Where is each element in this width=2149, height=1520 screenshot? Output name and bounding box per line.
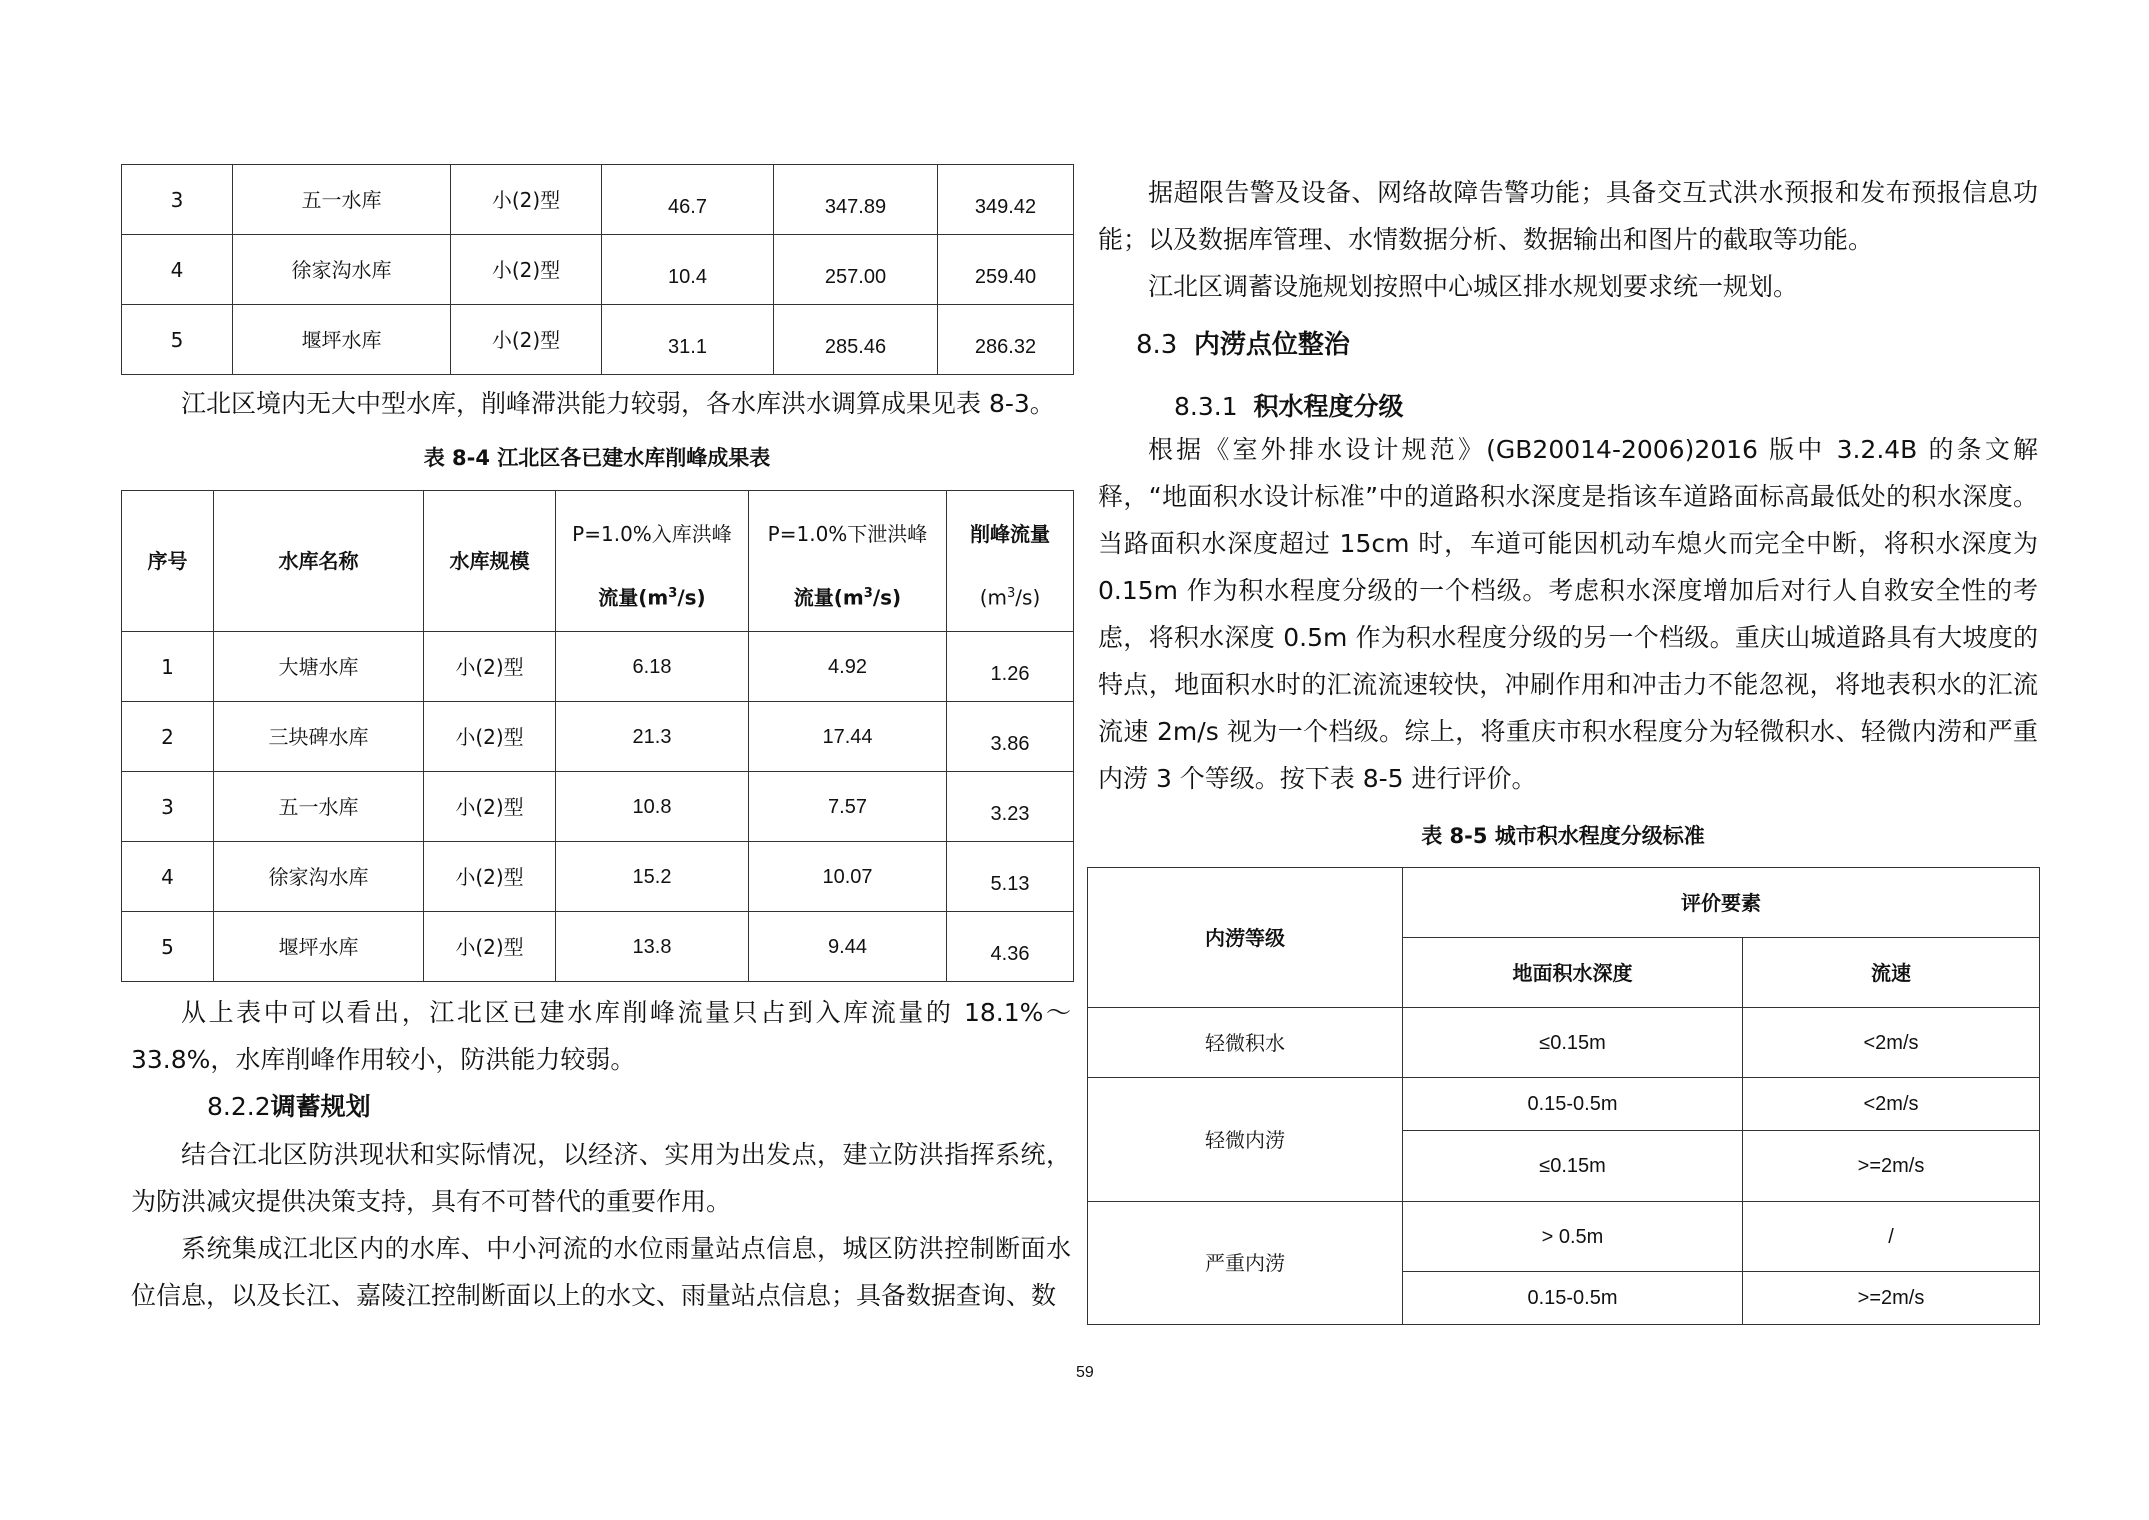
cell-depth: > 0.5m — [1403, 1202, 1743, 1272]
cell-grade: 轻微内涝 — [1088, 1078, 1403, 1202]
header-name: 水库名称 — [214, 491, 424, 632]
table-row — [122, 912, 1074, 982]
cell-speed: <2m/s — [1743, 1078, 2040, 1131]
cell-value: 46.7 — [602, 165, 774, 235]
paragraph: 根据《室外排水设计规范》(GB20014-2006)2016 版中 3.2.4B 的条文解释，“地面积水设计标准”中的道路积水深度是指该车道路面标高最低处的积水深度。当路面积水深度超过 15cm 时，车道可能因机动车熄火而完全中断，将积水深度为 0.15m 作为积水程度分级的一个档级。考虑积水深度增加后对行人自救安全性的考虑，将积水深度 0.5m 作为积水程度分级的另一个档级。重庆山城道路具有大坡度的特点，地面积水时的汇流流速较快，冲刷作用和冲击力不能忽视，将地表积水的汇流流速 2m/s 视为一个档级。综上，将重庆市积水程度分为轻微积水、轻微内涝和严重内涝 3 个等级。按下表 8-5 进行评价。 — [1098, 435, 2038, 793]
table-row — [1088, 1202, 2040, 1272]
paragraph: 江北区调蓄设施规划按照中心城区排水规划要求统一规划。 — [1148, 272, 1799, 301]
heading-title: 积水程度分级 — [1253, 392, 1404, 421]
header-no: 序号 — [122, 491, 214, 632]
header-outflow: P=1.0%下泄洪峰 流量$(m^3/s)$ — [749, 491, 947, 632]
cell-scale: 小(2)型 — [451, 235, 602, 305]
header-speed: 流速 — [1743, 938, 2040, 1008]
cell-inflow: 13.8 — [556, 912, 749, 982]
table-row — [122, 772, 1074, 842]
cell-inflow: 21.3 — [556, 702, 749, 772]
cell-depth: 0.15-0.5m — [1403, 1272, 1743, 1325]
cell-inflow: 10.8 — [556, 772, 749, 842]
table-row — [1088, 1008, 2040, 1078]
heading-number: 8.3.1 — [1174, 392, 1238, 421]
cell-scale: 小(2)型 — [424, 632, 556, 702]
section-heading-8-3-1 — [1174, 387, 1404, 423]
header-grade: 内涝等级 — [1088, 868, 1403, 1008]
cell-value: 257.00 — [774, 235, 938, 305]
header-scale: 水库规模 — [424, 491, 556, 632]
table-row — [122, 702, 1074, 772]
table-row — [122, 842, 1074, 912]
cell-value: 286.32 — [938, 305, 1074, 375]
section-heading-8-3 — [1136, 324, 1350, 361]
cell-name: 大塘水库 — [214, 632, 424, 702]
cell-name: 徐家沟水库 — [233, 235, 451, 305]
header-depth: 地面积水深度 — [1403, 938, 1743, 1008]
cell-speed: >=2m/s — [1743, 1272, 2040, 1325]
cell-name: 堰坪水库 — [214, 912, 424, 982]
cell-scale: 小(2)型 — [424, 772, 556, 842]
cell-value: 285.46 — [774, 305, 938, 375]
cell-no: 3 — [122, 165, 233, 235]
cell-grade: 严重内涝 — [1088, 1202, 1403, 1325]
table-row — [122, 305, 1074, 375]
cell-peak: 3.23 — [947, 772, 1074, 842]
paragraph: 系统集成江北区内的水库、中小河流的水位雨量站点信息，城区防洪控制断面水位信息，以及长江、嘉陵江控制断面以上的水文、雨量站点信息；具备数据查询、数 — [131, 1234, 1071, 1310]
cell-name: 五一水库 — [214, 772, 424, 842]
cell-outflow: 9.44 — [749, 912, 947, 982]
section-heading-8-2-2 — [207, 1087, 371, 1123]
table-row — [1088, 1078, 2040, 1131]
cell-outflow: 4.92 — [749, 632, 947, 702]
page-number: 59 — [1076, 1364, 1094, 1381]
waterlogging-grade-table — [1087, 867, 2040, 1325]
heading-title: 内涝点位整治 — [1193, 330, 1350, 360]
header-peak: 削峰流量 $(m^3/s)$ — [947, 491, 1074, 632]
table-header-row — [1088, 868, 2040, 938]
cell-name: 徐家沟水库 — [214, 842, 424, 912]
cell-peak: 4.36 — [947, 912, 1074, 982]
cell-value: 349.42 — [938, 165, 1074, 235]
cell-value: 10.4 — [602, 235, 774, 305]
cell-name: 堰坪水库 — [233, 305, 451, 375]
table-row — [122, 632, 1074, 702]
heading-title: 调蓄规划 — [270, 1092, 371, 1121]
cell-name: 五一水库 — [233, 165, 451, 235]
cell-no: 3 — [122, 772, 214, 842]
table-caption: 表 8-4 江北区各已建水库削峰成果表 — [423, 446, 771, 470]
paragraph: 江北区境内无大中型水库，削峰滞洪能力较弱，各水库洪水调算成果见表 8-3。 — [181, 389, 1055, 418]
cell-value: 347.89 — [774, 165, 938, 235]
cell-speed: >=2m/s — [1743, 1131, 2040, 1202]
cell-no: 4 — [122, 235, 233, 305]
cell-peak: 1.26 — [947, 632, 1074, 702]
cell-grade: 轻微积水 — [1088, 1008, 1403, 1078]
cell-depth: ≤0.15m — [1403, 1131, 1743, 1202]
header-outflow-line1: P=1.0%下泄洪峰 — [767, 522, 928, 547]
table-row — [122, 165, 1074, 235]
cell-peak: 5.13 — [947, 842, 1074, 912]
table-row — [122, 235, 1074, 305]
cell-name: 三块碑水库 — [214, 702, 424, 772]
cell-scale: 小(2)型 — [424, 842, 556, 912]
cell-scale: 小(2)型 — [451, 305, 602, 375]
cell-depth: 0.15-0.5m — [1403, 1078, 1743, 1131]
cell-value: 31.1 — [602, 305, 774, 375]
heading-number: 8.3 — [1136, 330, 1178, 360]
cell-scale: 小(2)型 — [424, 912, 556, 982]
table-caption: 表 8-5 城市积水程度分级标准 — [1421, 824, 1705, 848]
reservoir-table-continued — [121, 164, 1074, 375]
cell-no: 5 — [122, 912, 214, 982]
cell-inflow: 6.18 — [556, 632, 749, 702]
cell-no: 5 — [122, 305, 233, 375]
cell-value: 259.40 — [938, 235, 1074, 305]
cell-scale: 小(2)型 — [451, 165, 602, 235]
cell-speed: / — [1743, 1202, 2040, 1272]
cell-outflow: 10.07 — [749, 842, 947, 912]
cell-no: 2 — [122, 702, 214, 772]
heading-number: 8.2.2 — [207, 1092, 271, 1121]
paragraph: 据超限告警及设备、网络故障告警功能；具备交互式洪水预报和发布预报信息功能；以及数据库管理、水情数据分析、数据输出和图片的截取等功能。 — [1098, 178, 2038, 254]
cell-no: 4 — [122, 842, 214, 912]
cell-depth: ≤0.15m — [1403, 1008, 1743, 1078]
cell-no: 1 — [122, 632, 214, 702]
reservoir-peak-table — [121, 490, 1074, 982]
header-inflow: P=1.0%入库洪峰 流量$(m^3/s)$ — [556, 491, 749, 632]
cell-inflow: 15.2 — [556, 842, 749, 912]
cell-outflow: 17.44 — [749, 702, 947, 772]
cell-outflow: 7.57 — [749, 772, 947, 842]
cell-scale: 小(2)型 — [424, 702, 556, 772]
table-header-row — [122, 491, 1074, 632]
cell-peak: 3.86 — [947, 702, 1074, 772]
header-factors: 评价要素 — [1403, 868, 2040, 938]
header-inflow-line1: P=1.0%入库洪峰 — [572, 522, 732, 547]
cell-speed: <2m/s — [1743, 1008, 2040, 1078]
paragraph: 结合江北区防洪现状和实际情况，以经济、实用为出发点，建立防洪指挥系统，为防洪减灾提供决策支持，具有不可替代的重要作用。 — [131, 1140, 1071, 1216]
paragraph: 从上表中可以看出，江北区已建水库削峰流量只占到入库流量的 18.1%～33.8%，水库削峰作用较小，防洪能力较弱。 — [131, 998, 1071, 1074]
